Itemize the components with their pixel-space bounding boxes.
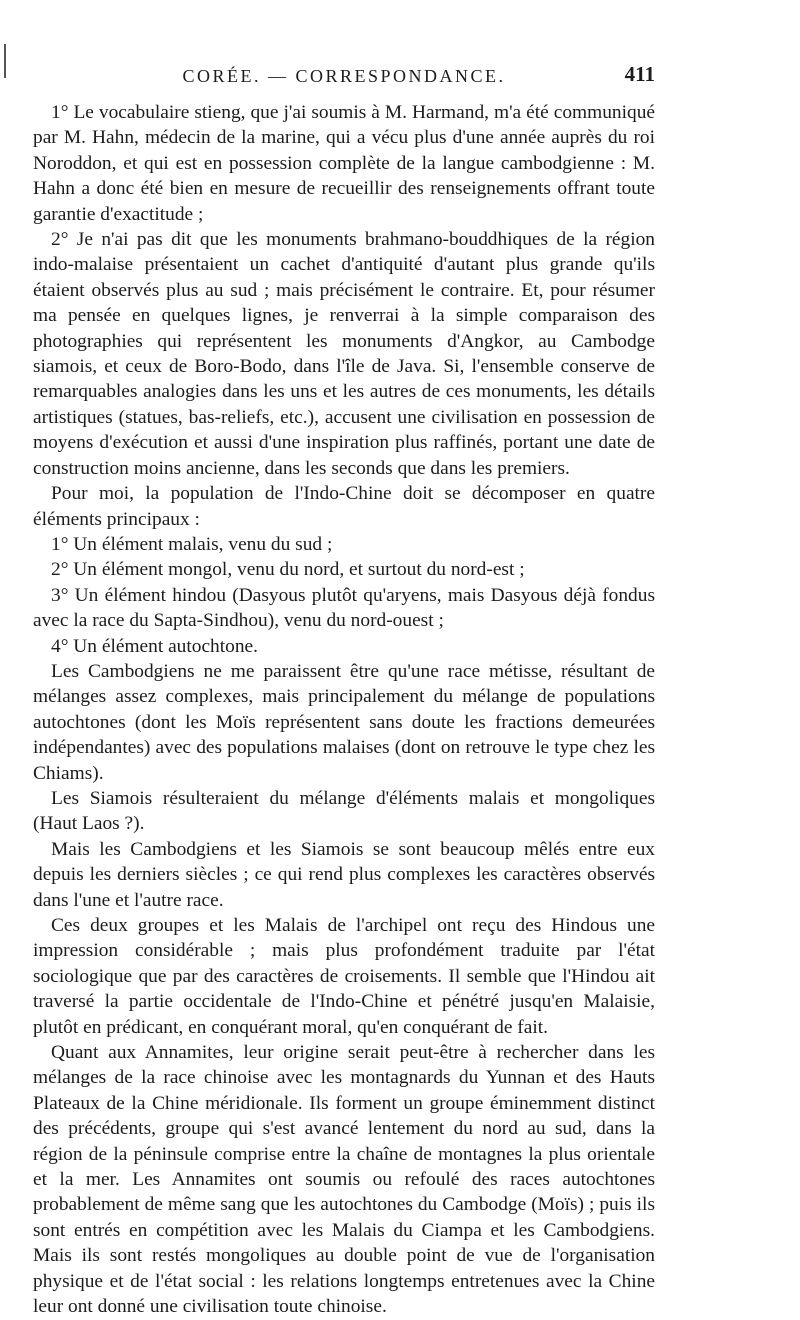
paragraph-cambodgiens: Les Cambodgiens ne me paraissent être qu'une race métisse, résultant de mélanges assez complexes, mais principalement du mélange de populations autochtones (dont les Moïs représentent sans doute les fractions demeurées indépendantes) avec des populations malaises (dont on retrouve le type chez les Chiams).: [33, 660, 655, 784]
body-text: [33, 100, 655, 1320]
paragraph-siamois: Les Siamois résulteraient du mélange d'éléments malais et mongoliques (Haut Laos ?).: [33, 787, 655, 835]
page-edge-mark: [4, 44, 6, 78]
list-item-autochtone: 4° Un élément autochtone.: [51, 635, 258, 657]
paragraph-vocabulaire-stieng: 1° Le vocabulaire stieng, que j'ai soumis à M. Harmand, m'a été communiqué par M. Hahn, médecin de la marine, qui a vécu plus d'une année auprès du roi Noroddon, et qui est en possession complète de la langue cambodgienne : M. Hahn a donc été bien en mesure de recueillir des renseignements offrant toute garantie d'exactitude ;: [33, 102, 655, 225]
page-number: 411: [624, 62, 655, 86]
running-head: [33, 62, 655, 92]
running-title: CORÉE. — CORRESPONDANCE.: [182, 66, 506, 86]
paragraph-monuments: 2° Je n'ai pas dit que les monuments brahmano-bouddhiques de la région indo-malaise présentaient un cachet d'antiquité d'autant plus grande qu'ils étaient observés plus au sud ; mais précisément le contraire. Et, pour résumer ma pensée en quelques lignes, je renverrai à la simple comparaison des photographies qui représentent les monuments d'Angkor, au Cambodge siamois, et ceux de Boro-Bodo, dans l'île de Java. Si, l'ensemble conserve de remarquables analogies dans les uns et les autres de ces monuments, les détails artistiques (statues, bas-reliefs, etc.), accusent une civilisation en possession de moyens d'exécution et aussi d'une inspiration plus raffinés, portant une date de construction moins ancienne, dans les seconds que dans les premiers.: [33, 229, 655, 479]
list-item-hindou: 3° Un élément hindou (Dasyous plutôt qu'aryens, mais Dasyous déjà fondus avec la race du Sapta-Sindhou), venu du nord-ouest ;: [33, 584, 655, 632]
paragraph-annamites: Quant aux Annamites, leur origine serait peut-être à rechercher dans les mélanges de la race chinoise avec les montagnards du Yunnan et des Hauts Plateaux de la Chine méridionale. Ils forment un groupe éminemment distinct des précédents, groupe qui s'est avancé lentement du nord au sud, dans la région de la péninsule comprise entre la chaîne de montagnes la plus orientale et la mer. Les Annamites ont soumis ou refoulé des races autochtones probablement de même sang que les autochtones du Cambodge (Moïs) ; puis ils sont entrés en compétition avec les Malais du Ciampa et les Cambodgiens. Mais ils sont restés mongoliques au double point de vue de l'organisation physique et de l'état social : les relations longtemps entretenues avec la Chine leur ont donné une civilisation toute chinoise.: [33, 1042, 655, 1318]
list-item-mongol: 2° Un élément mongol, venu du nord, et surtout du nord-est ;: [51, 559, 525, 581]
paragraph-hindous: Ces deux groupes et les Malais de l'archipel ont reçu des Hindous une impression considérable ; mais plus profondément traduite par l'état sociologique que par des caractères de croisements. Il semble que l'Hindou ait traversé la partie occidentale de l'Indo-Chine et pénétré jusqu'en Malaisie, plutôt en prédicant, en conquérant moral, qu'en conquérant de fait.: [33, 915, 655, 1038]
paragraph-melanges: Mais les Cambodgiens et les Siamois se sont beaucoup mêlés entre eux depuis les derniers siècles ; ce qui rend plus complexes les caractères observés dans l'une et l'autre race.: [33, 838, 655, 911]
paragraph-population-intro: Pour moi, la population de l'Indo-Chine doit se décomposer en quatre éléments principaux :: [33, 483, 655, 530]
list-item-malais: 1° Un élément malais, venu du sud ;: [51, 533, 333, 555]
